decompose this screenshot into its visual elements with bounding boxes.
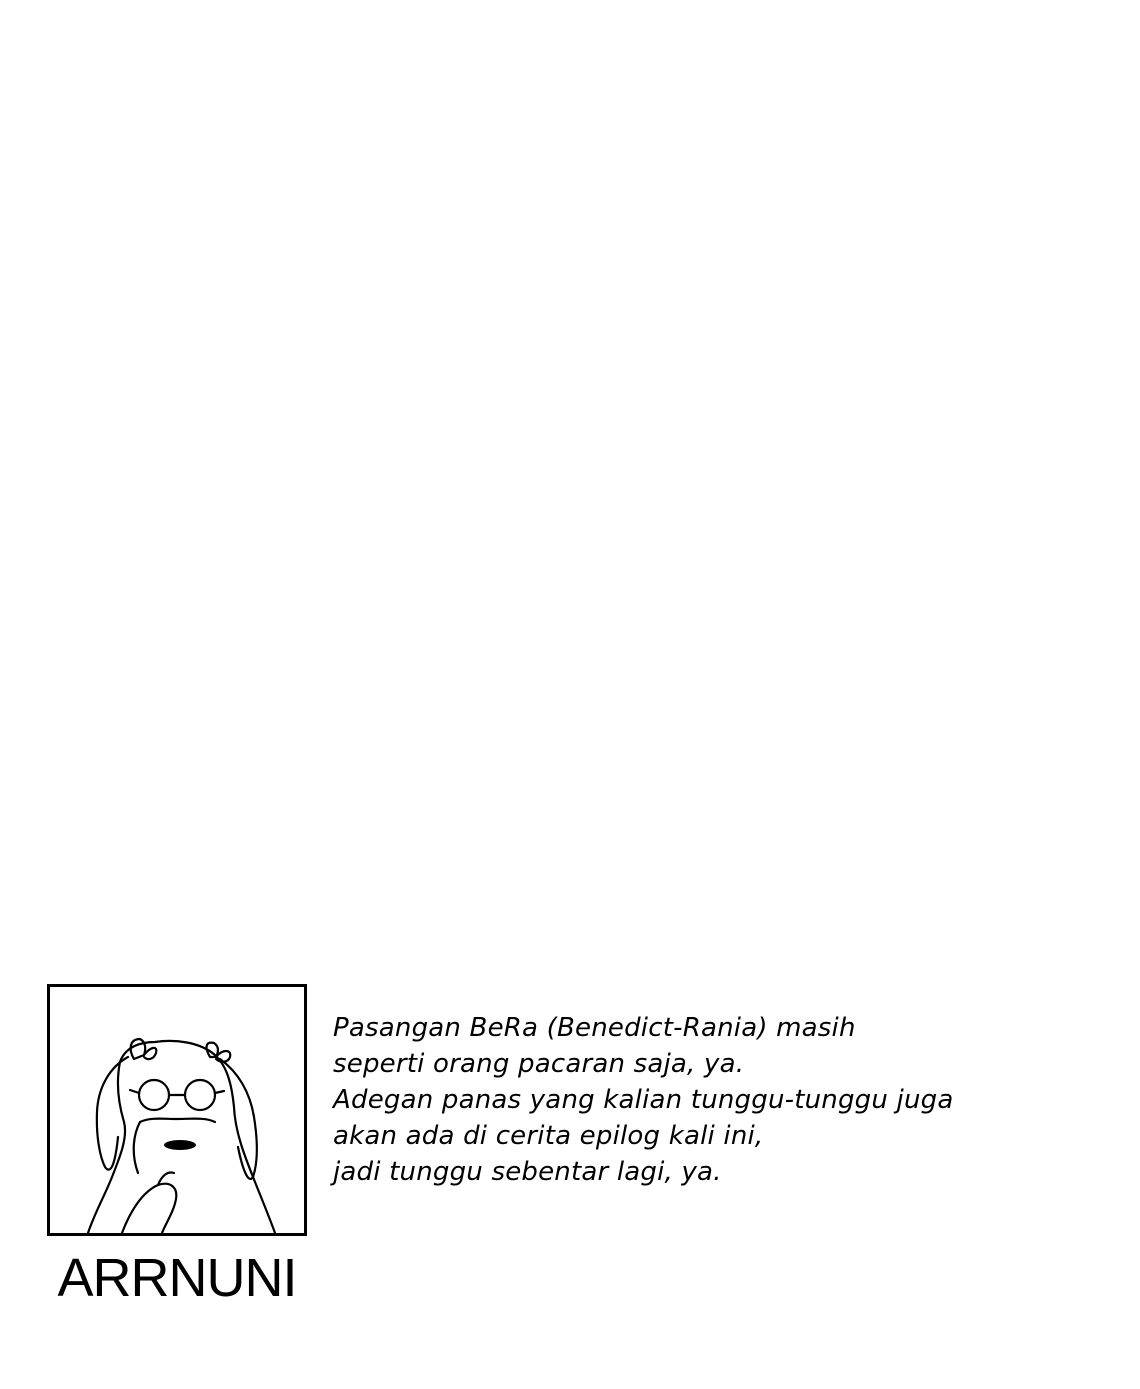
note-line: Pasangan BeRa (Benedict-Rania) masih [333,1013,856,1043]
author-name: ARRNUNI [57,1248,297,1308]
author-portrait-frame [47,984,307,1236]
note-line: Adegan panas yang kalian tunggu-tunggu juga [333,1085,954,1115]
note-line: seperti orang pacaran saja, ya. [333,1049,745,1079]
dog-with-glasses-portrait-icon [50,987,304,1233]
note-line: jadi tunggu sebentar lagi, ya. [333,1157,722,1187]
note-line: akan ada di cerita epilog kali ini, [333,1121,764,1151]
author-note [333,1010,1093,1190]
